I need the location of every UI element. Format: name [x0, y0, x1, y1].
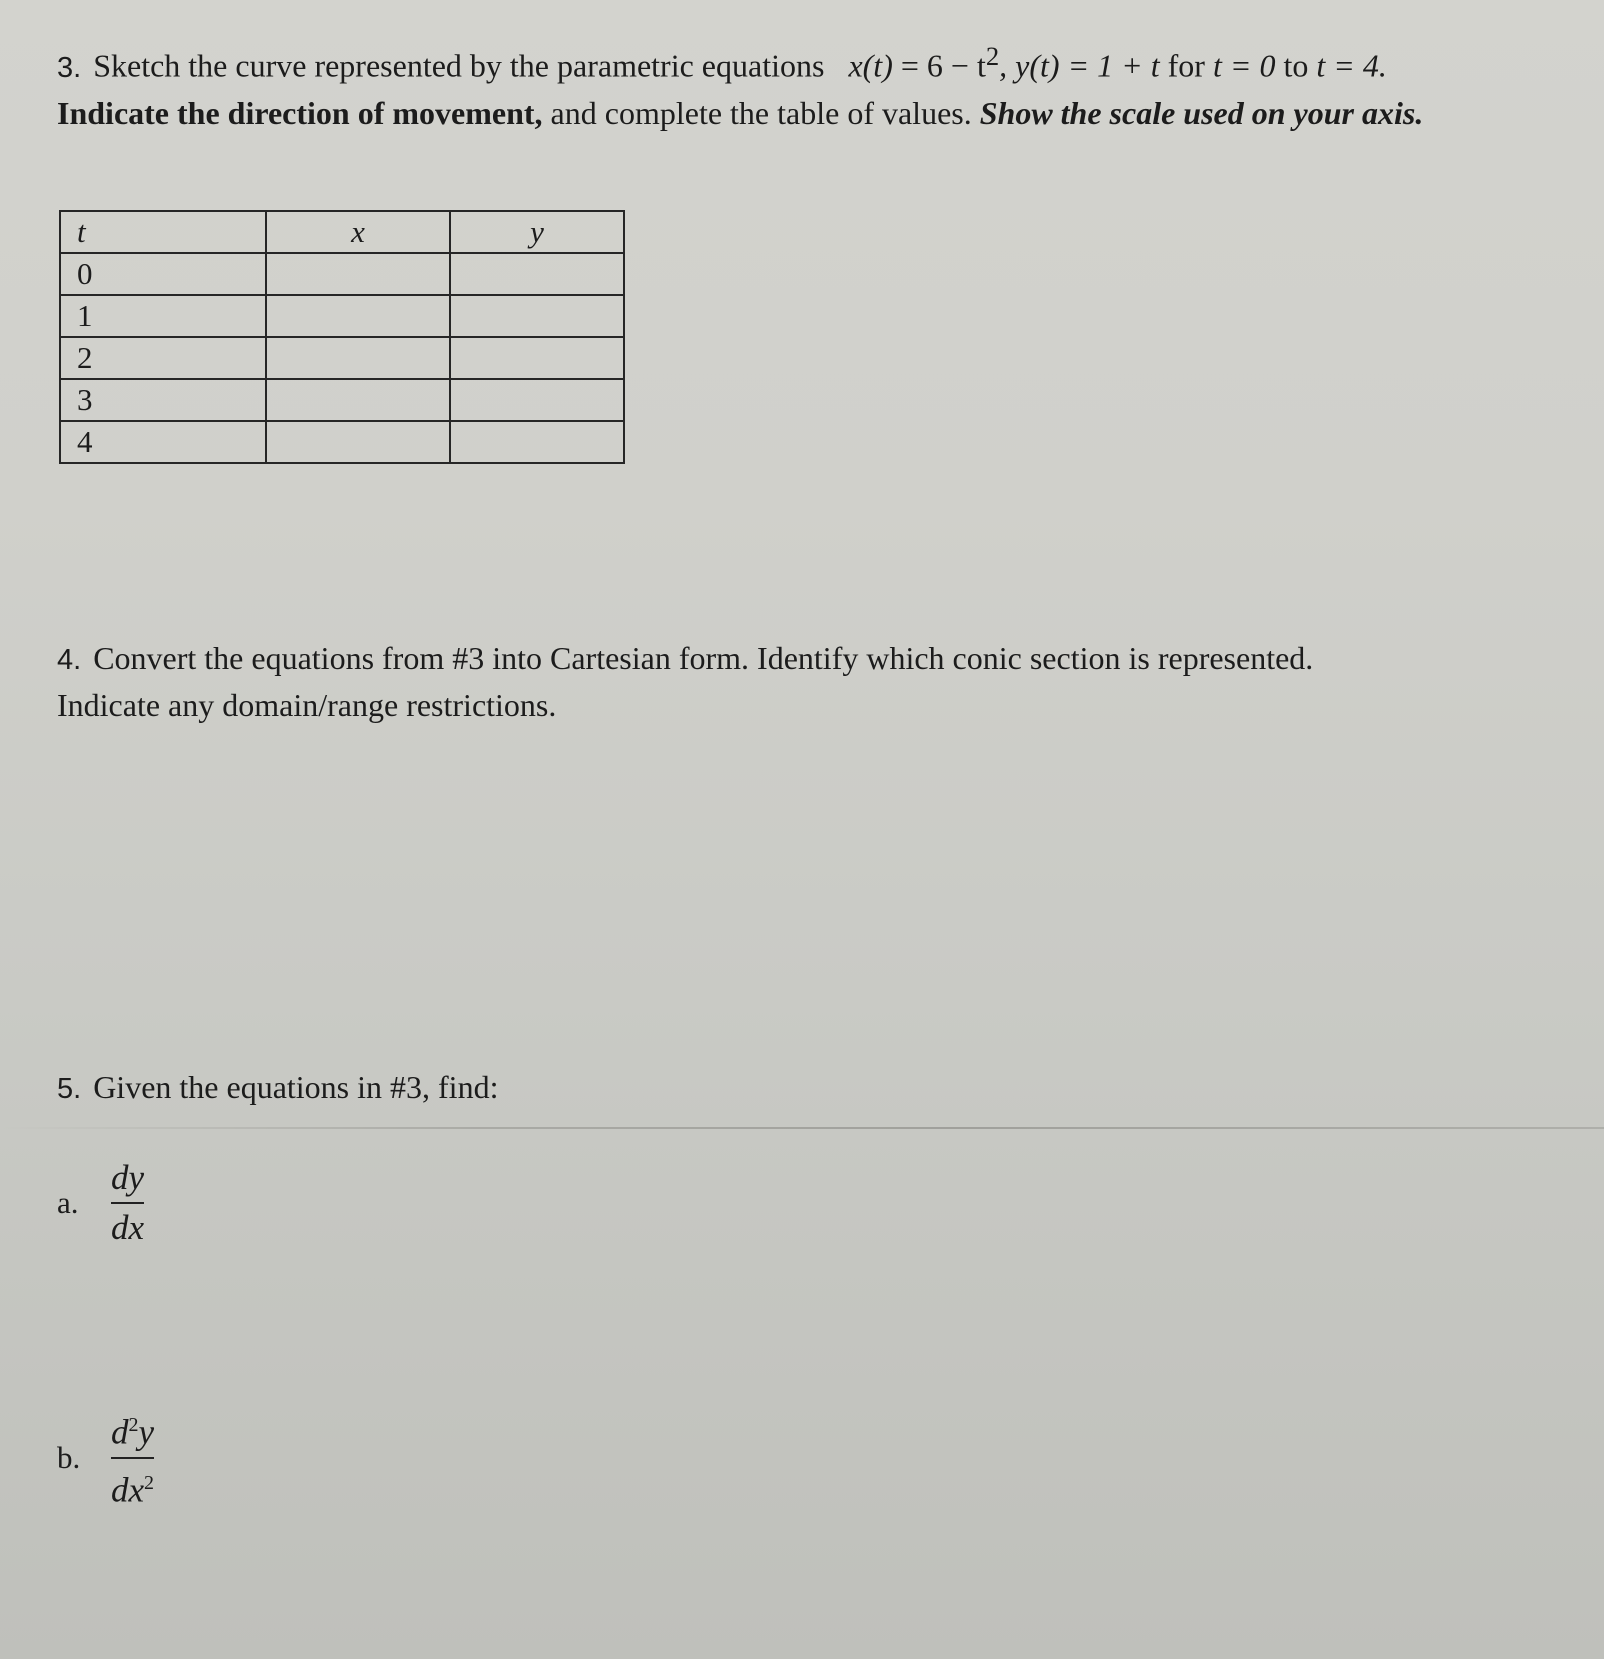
table-row: [60, 421, 624, 463]
header-y: y: [450, 211, 624, 253]
cell-x[interactable]: [266, 379, 450, 421]
cell-t: 2: [60, 337, 266, 379]
question-3: [57, 34, 1477, 136]
header-t: t: [60, 211, 266, 253]
numerator-exponent: 2: [128, 1414, 139, 1436]
table-row: [60, 253, 624, 295]
fraction-denominator: dx: [111, 1208, 145, 1247]
to-text: to: [1283, 47, 1309, 84]
table-row: [60, 295, 624, 337]
denominator-dx: dx: [111, 1470, 145, 1510]
cell-x[interactable]: [266, 337, 450, 379]
cell-y[interactable]: [450, 421, 624, 463]
question-4: [57, 636, 1397, 728]
table-row: [60, 337, 624, 379]
x-equation-exponent: 2: [985, 41, 1000, 71]
question-3-intro: Sketch the curve represented by the parametric equations: [93, 47, 825, 84]
t-end: t = 4.: [1316, 47, 1387, 84]
y-equation: , y(t) = 1 + t: [999, 47, 1160, 84]
cell-t: 3: [60, 379, 266, 421]
part-b: [57, 1405, 154, 1510]
fraction-bar: [111, 1202, 144, 1204]
table-header-row: [60, 211, 624, 253]
cell-y[interactable]: [450, 253, 624, 295]
part-b-letter: b.: [57, 1439, 81, 1475]
numerator-d: d: [111, 1412, 129, 1452]
question-3-number: 3.: [57, 51, 82, 84]
part-a-letter: a.: [57, 1185, 79, 1220]
question-5-text: Given the equations in #3, find:: [93, 1069, 499, 1105]
table-instruction: and complete the table of values.: [550, 94, 972, 131]
direction-instruction: Indicate the direction of movement,: [57, 94, 543, 131]
denominator-exponent: 2: [144, 1471, 155, 1494]
x-equation-lhs: x(t): [848, 47, 893, 84]
table-row: [60, 379, 624, 421]
cell-y[interactable]: [450, 295, 624, 337]
x-equation-rhs: = 6 − t: [900, 47, 986, 84]
cell-y[interactable]: [450, 337, 624, 379]
cell-t: 0: [60, 253, 266, 295]
question-5-number: 5.: [57, 1073, 82, 1105]
question-4-number: 4.: [57, 644, 82, 676]
cell-t: 4: [60, 421, 266, 463]
values-table: [59, 210, 625, 464]
cell-y[interactable]: [450, 379, 624, 421]
second-derivative-fraction: [111, 1405, 154, 1510]
fraction-numerator: [111, 1405, 154, 1453]
scale-instruction: Show the scale used on your axis.: [979, 94, 1424, 131]
header-x: x: [266, 211, 450, 253]
question-4-text: Convert the equations from #3 into Cartesian form. Identify which conic section is represented. Indicate any domain/range restrictions.: [57, 640, 1314, 723]
numerator-y: y: [138, 1412, 155, 1452]
first-derivative-fraction: [111, 1158, 144, 1248]
fraction-denominator: [111, 1463, 154, 1511]
fraction-numerator: dy: [111, 1158, 145, 1197]
t-start: t = 0: [1212, 47, 1276, 84]
fraction-bar: [111, 1457, 154, 1459]
for-text: for: [1167, 47, 1205, 84]
paper-fold-line: [0, 1127, 1604, 1129]
cell-x[interactable]: [266, 295, 450, 337]
cell-x[interactable]: [266, 421, 450, 463]
cell-x[interactable]: [266, 253, 450, 295]
part-a: [57, 1158, 144, 1248]
question-5: [57, 1065, 957, 1112]
cell-t: 1: [60, 295, 266, 337]
